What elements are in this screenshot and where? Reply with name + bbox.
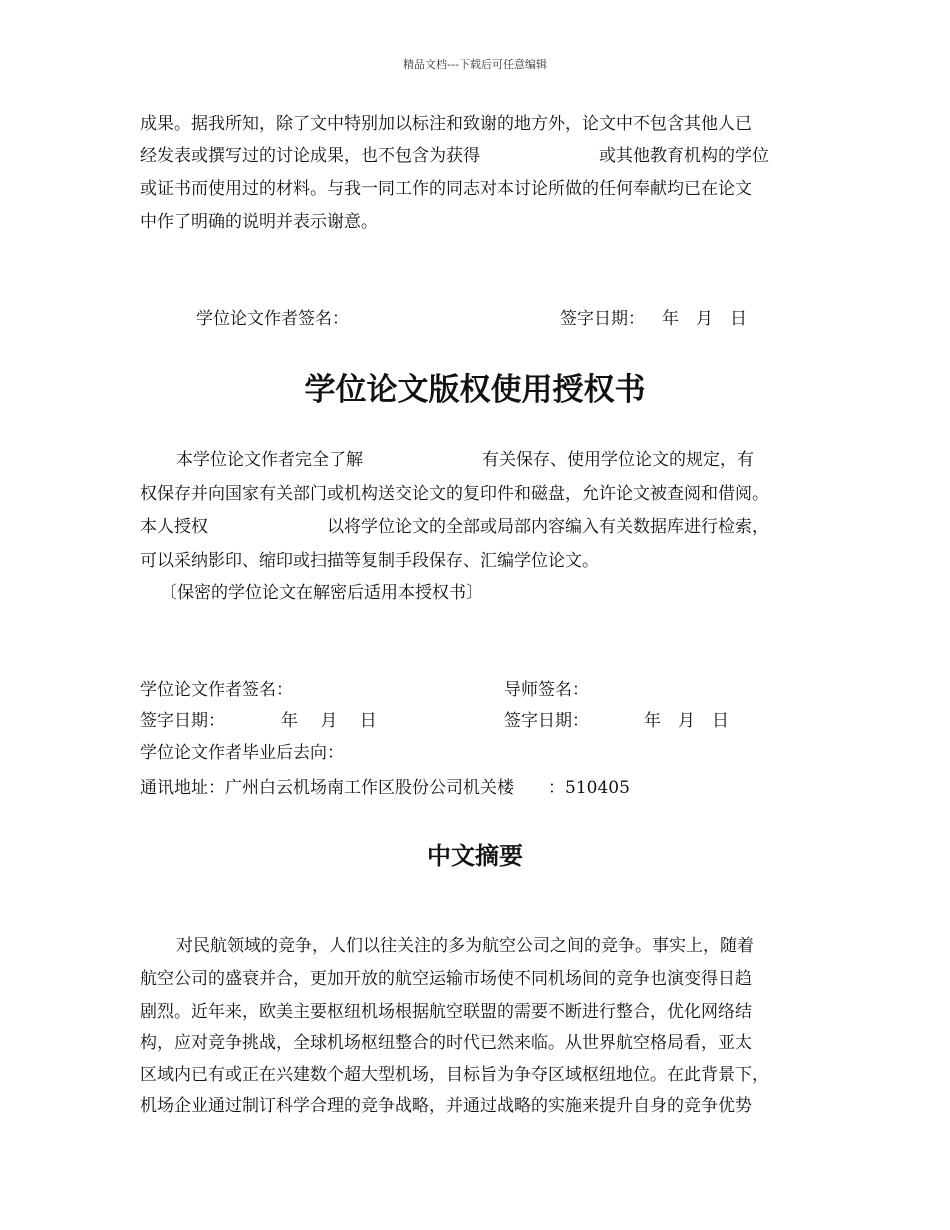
abstract-line-4: 构，应对竞争挑战，全球机场枢纽整合的时代已然来临。从世界航空格局看，亚太: [140, 1033, 752, 1053]
page-header: 精品文档---下载后可任意编辑: [403, 58, 547, 71]
abstract-line-5: 区域内已有或正在兴建数个超大型机场，目标旨为争夺区域枢纽地位。在此背景下，: [140, 1065, 769, 1085]
declaration-date-label: 签字日期：: [560, 309, 645, 329]
declaration-line-3: 或证书而使用过的材料。与我一同工作的同志对本讨论所做的任何奉献均已在论文: [140, 179, 752, 199]
authorization-date-ymd-left: 年 月 日: [281, 711, 377, 731]
authorization-date-label-left: 签字日期：: [140, 711, 225, 731]
authorization-line-2: 权保存并向国家有关部门或机构送交论文的复印件和磁盘，允许论文被查阅和借阅。: [140, 484, 769, 504]
authorization-address-line: 通讯地址：广州白云机场南工作区股份公司机关楼 ：510405: [140, 778, 630, 798]
authorization-author-sign-label: 学位论文作者签名：: [140, 680, 293, 700]
authorization-date-label-right: 签字日期：: [504, 711, 589, 731]
authorization-line-3: 本人授权 以将学位论文的全部或局部内容编入有关数据库进行检索，: [140, 517, 769, 537]
authorization-line-1: 本学位论文作者完全了解 有关保存、使用学位论文的规定，有: [176, 450, 754, 470]
abstract-line-3: 剧烈。近年来，欧美主要枢纽机场根据航空联盟的需要不断进行整合，优化网络结: [140, 1002, 752, 1022]
abstract-title: 中文摘要: [427, 842, 523, 870]
authorization-title: 学位论文版权使用授权书: [304, 372, 646, 408]
authorization-note: 〔保密的学位论文在解密后适用本授权书〕: [160, 583, 483, 603]
authorization-destination-label: 学位论文作者毕业后去向：: [140, 743, 344, 763]
abstract-line-1: 对民航领域的竞争，人们以往关注的多为航空公司之间的竞争。事实上，随着: [176, 936, 754, 956]
declaration-date-ymd: 年 月 日: [662, 309, 747, 329]
declaration-author-sign-label: 学位论文作者签名：: [196, 309, 349, 329]
abstract-line-2: 航空公司的盛衰并合，更加开放的航空运输市场使不同机场间的竞争也演变得日趋: [140, 969, 752, 989]
authorization-advisor-sign-label: 导师签名：: [504, 680, 589, 700]
declaration-line-2: 经发表或撰写过的讨论成果，也不包含为获得 或其他教育机构的学位: [140, 146, 769, 166]
authorization-line-4: 可以采纳影印、缩印或扫描等复制手段保存、汇编学位论文。: [140, 551, 599, 571]
abstract-line-6: 机场企业通过制订科学合理的竞争战略，并通过战略的实施来提升自身的竞争优势: [140, 1096, 752, 1116]
declaration-line-4: 中作了明确的说明并表示谢意。: [140, 212, 378, 232]
declaration-line-1: 成果。据我所知，除了文中特别加以标注和致谢的地方外，论文中不包含其他人已: [140, 114, 752, 134]
authorization-date-ymd-right: 年 月 日: [644, 711, 729, 731]
